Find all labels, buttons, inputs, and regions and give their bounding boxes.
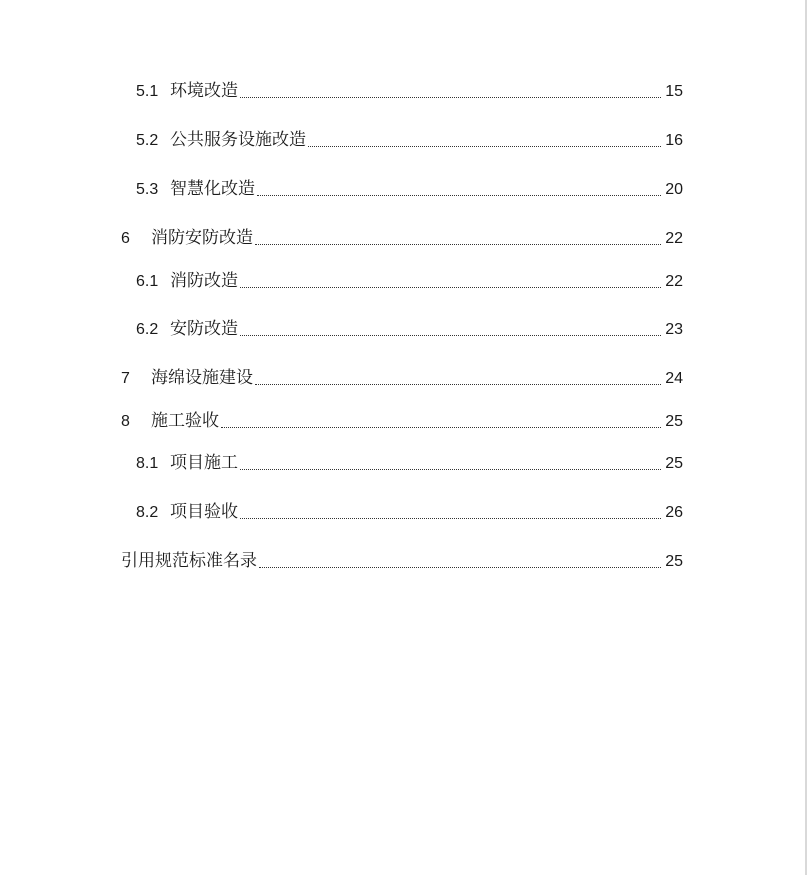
toc-entry-title: 智慧化改造 [170,179,255,199]
dot-leader [240,96,661,98]
dot-leader [308,145,661,147]
toc-entry-page: 25 [665,553,683,570]
dot-leader [255,383,661,385]
toc-entry[interactable] [136,452,683,475]
toc-entry-page: 23 [665,321,683,338]
toc-entry-number: 8 [121,413,130,430]
toc-entry[interactable] [136,129,683,152]
dot-leader [255,243,661,245]
toc-entry-number: 6.2 [136,321,159,338]
toc-entry-title: 施工验收 [151,411,219,431]
toc-entry[interactable] [136,270,683,293]
dot-leader [221,426,661,428]
toc-entry-page: 22 [665,273,683,290]
toc-entry-page: 15 [665,83,683,100]
toc-entry-number: 5.3 [136,181,159,198]
toc-entry-number: 5.1 [136,83,159,100]
toc-entry[interactable] [136,501,683,524]
toc-entry-page: 24 [665,370,683,387]
toc-entry-number: 8.1 [136,455,159,472]
dot-leader [240,517,661,519]
toc-entry-title: 海绵设施建设 [151,368,253,388]
toc-entry[interactable] [121,367,683,390]
toc-entry-number: 8.2 [136,504,159,521]
toc-entry-number: 6 [121,230,130,247]
dot-leader [259,566,661,568]
toc-entry-page: 25 [665,413,683,430]
dot-leader [240,468,661,470]
toc-entry-title: 项目验收 [170,502,238,522]
toc-entry[interactable] [136,318,683,341]
toc-entry[interactable] [121,227,683,250]
toc-entry-title: 环境改造 [170,81,238,101]
toc-entry-number: 7 [121,370,130,387]
toc-entry[interactable] [121,410,683,433]
toc-entry-page: 22 [665,230,683,247]
toc-entry-title: 引用规范标准名录 [121,551,257,571]
toc-entry-number: 5.2 [136,132,159,149]
toc-entry-page: 25 [665,455,683,472]
toc-entry-title: 消防改造 [170,271,238,291]
dot-leader [257,194,661,196]
toc-entry-title: 公共服务设施改造 [170,130,306,150]
toc-entry-page: 20 [665,181,683,198]
dot-leader [240,286,661,288]
toc-entry-title: 消防安防改造 [151,228,253,248]
toc-entry-page: 26 [665,504,683,521]
toc-entry[interactable] [121,550,683,573]
toc-entry-number: 6.1 [136,273,159,290]
dot-leader [240,334,661,336]
toc-entry[interactable] [136,178,683,201]
toc-entry-title: 项目施工 [170,453,238,473]
toc-entry[interactable] [136,80,683,103]
toc-entry-title: 安防改造 [170,319,238,339]
toc-entry-page: 16 [665,132,683,149]
